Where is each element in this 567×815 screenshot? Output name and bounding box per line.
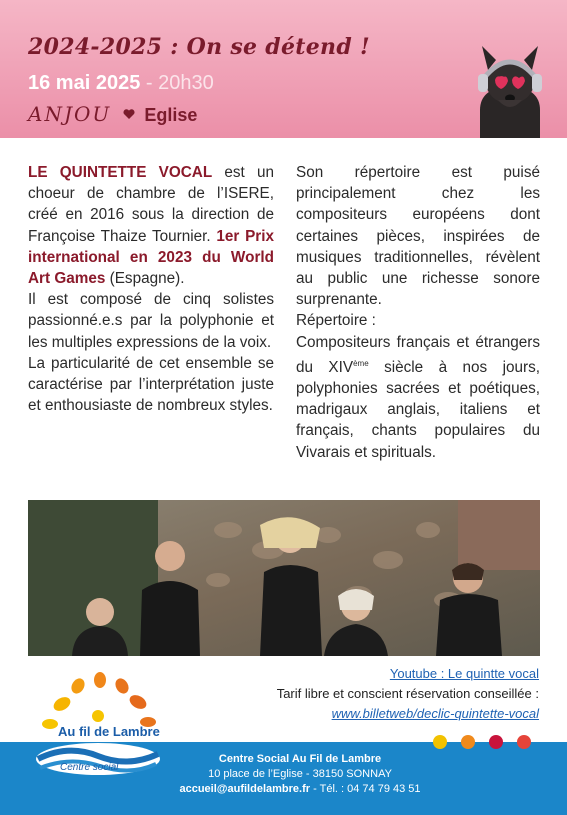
booking-link[interactable]: www.billetweb/declic-quintette-vocal — [331, 706, 539, 721]
text-column-right — [296, 162, 540, 463]
info-block — [277, 664, 539, 724]
decorative-dots — [430, 734, 540, 750]
footer-email[interactable]: accueil@aufildelambre.fr — [179, 783, 311, 795]
award-suffix: (Espagne). — [105, 270, 185, 288]
event-time: - 20h30 — [145, 72, 214, 94]
repertoire-paragraph — [296, 332, 540, 463]
dog-headphones-illustration — [470, 40, 550, 138]
event-location — [28, 102, 197, 127]
repertoire-label: Répertoire : — [296, 312, 376, 330]
season-title: 2024-2025 : On se détend ! — [28, 34, 370, 60]
footer-contact — [170, 752, 430, 797]
heart-icon — [123, 108, 135, 120]
ensemble-photo — [28, 500, 540, 656]
dot-yellow — [433, 735, 447, 749]
ensemble-photo-drawing — [28, 500, 540, 656]
repertoire-text-end: siècle à nos jours, polyphonies sacrées et poétiques, madrigaux anglais, italiens et français, chants populaires du Vivarais et spirituals. — [296, 358, 541, 461]
sun-rays-icon — [42, 672, 156, 729]
footer-phone: - Tél. : 04 74 79 43 51 — [310, 783, 421, 795]
dot-red — [489, 735, 503, 749]
event-datetime — [28, 72, 214, 95]
footer-address: 10 place de l’Eglise - 38150 SONNAY — [208, 768, 392, 780]
logo-subtitle: Centre social — [60, 762, 119, 773]
dot-coral — [517, 735, 531, 749]
repertoire-intro-paragraph: Son répertoire est puisé principalement chez les compositeurs européens dont certaines pièces, inspirées de musiques traditionnelles, révèlent au public une richesse sonore surprenante. — [296, 164, 540, 309]
intro-text: est un choeur de chambre de l’ISERE, créé en 2016 sous la direction de Françoise Thaize Tournier. — [28, 164, 274, 245]
footer-org: Centre Social Au Fil de Lambre — [218, 753, 382, 765]
pricing-text: Tarif libre et conscient réservation conseillée : — [276, 686, 539, 701]
location-town: ANJOU — [28, 102, 112, 126]
dot-orange — [461, 735, 475, 749]
intro-paragraph — [28, 162, 274, 289]
composition-paragraph: Il est composé de cinq solistes passionné.e.s par la polyphonie et les multiples expressions de la voix. — [28, 291, 274, 351]
century-superscript: ème — [353, 358, 369, 368]
text-column-left — [28, 162, 274, 416]
youtube-link[interactable]: Youtube : Le quintte vocal — [389, 666, 539, 681]
repertoire-text-start: Compositeurs français et étrangers du XIV — [296, 333, 540, 376]
event-date: 16 mai 2025 — [28, 72, 141, 94]
award-text: 1er Prix international en 2023 du World Art Games — [28, 227, 274, 288]
logo-title: Au fil de Lambre — [58, 724, 160, 739]
particularity-paragraph: La particularité de cet ensemble se caractérise par l’interprétation juste et enthousiaste de nombreux styles. — [28, 354, 274, 415]
location-venue: Eglise — [144, 105, 198, 125]
ensemble-name: LE QUINTETTE VOCAL — [28, 164, 213, 181]
